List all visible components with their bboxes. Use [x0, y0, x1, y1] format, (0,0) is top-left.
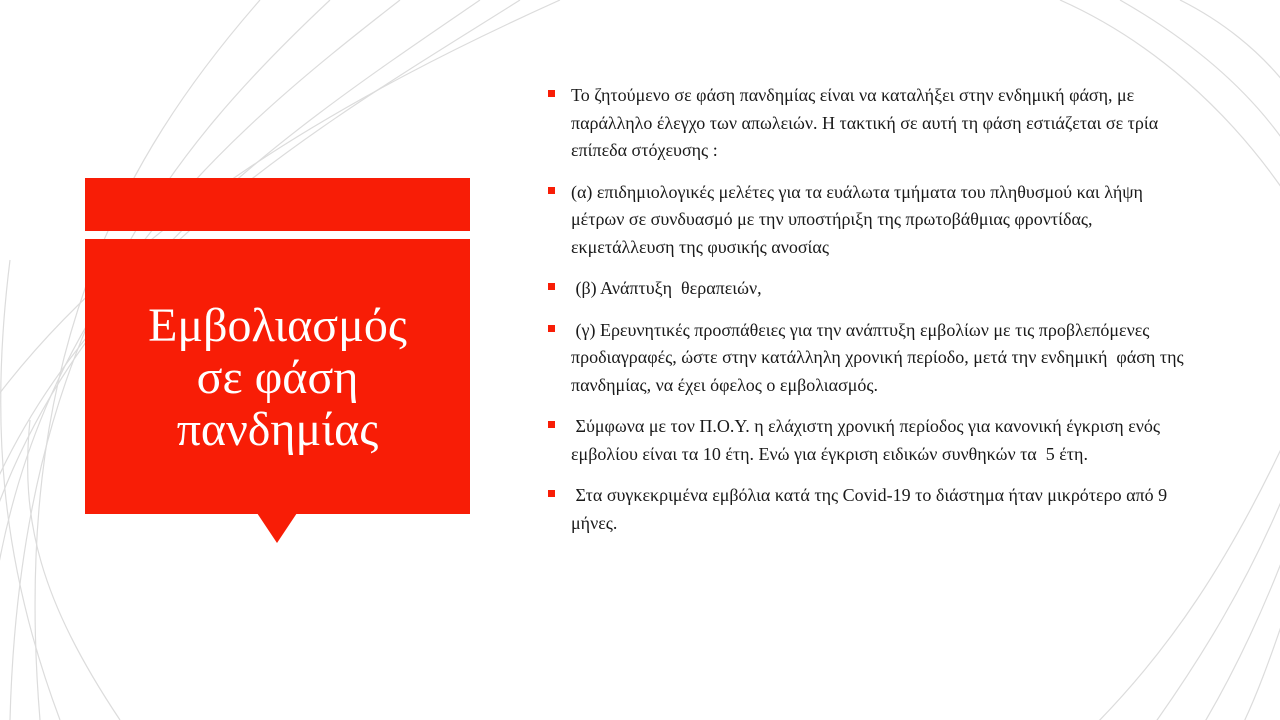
bullet-item [548, 275, 1198, 303]
bullet-item [548, 413, 1198, 468]
bullet-text: Στα συγκεκριμένα εμβόλια κατά της Covid-19 το διάστημα ήταν μικρότερο από 9 μήνες. [571, 485, 1172, 533]
bullet-text: (γ) Ερευνητικές προσπάθειες για την ανάπτυξη εμβολίων με τις προβλεπόμενες προδιαγραφές, ώστε στην κατάλληλη χρονική περίοδο, μετά την ενδημική φάση της πανδημίας, να έχει όφελος ο εμβολιασμός. [571, 319, 1189, 395]
title-callout-pointer [257, 513, 297, 543]
bullet-item [548, 317, 1198, 400]
bullet-text: Το ζητούμενο σε φάση πανδημίας είναι να καταλήξει στην ενδημική φάση, με παράλληλο έλεγχο των απωλειών. Η τακτική σε αυτή τη φάση εστιάζεται σε τρία επίπεδα στόχευσης : [571, 85, 1163, 160]
square-bullet-icon [548, 283, 555, 290]
square-bullet-icon [548, 90, 555, 97]
title-box [85, 239, 470, 514]
square-bullet-icon [548, 325, 555, 332]
bullet-text: (α) επιδημιολογικές μελέτες για τα ευάλωτα τμήματα του πληθυσμού και λήψη μέτρων σε συνδυασμό με την υποστήριξη της πρωτοβάθμιας φροντίδας, εκμετάλλευση της φυσικής ανοσίας [571, 181, 1148, 257]
bullet-item [548, 82, 1198, 165]
square-bullet-icon [548, 490, 555, 497]
square-bullet-icon [548, 421, 555, 428]
square-bullet-icon [548, 187, 555, 194]
bullet-text: (β) Ανάπτυξη θεραπειών, [571, 278, 762, 298]
bullet-item [548, 482, 1198, 537]
bullet-item [548, 179, 1198, 262]
title-accent-bar [85, 178, 470, 231]
bullet-list [548, 82, 1198, 551]
slide-title: Εμβολιασμός σε φάση πανδημίας [148, 298, 407, 456]
bullet-text: Σύμφωνα με τον Π.Ο.Υ. η ελάχιστη χρονική περίοδος για κανονική έγκριση ενός εμβολίου είναι τα 10 έτη. Ενώ για έγκριση ειδικών συνθηκών τα 5 έτη. [571, 416, 1165, 464]
